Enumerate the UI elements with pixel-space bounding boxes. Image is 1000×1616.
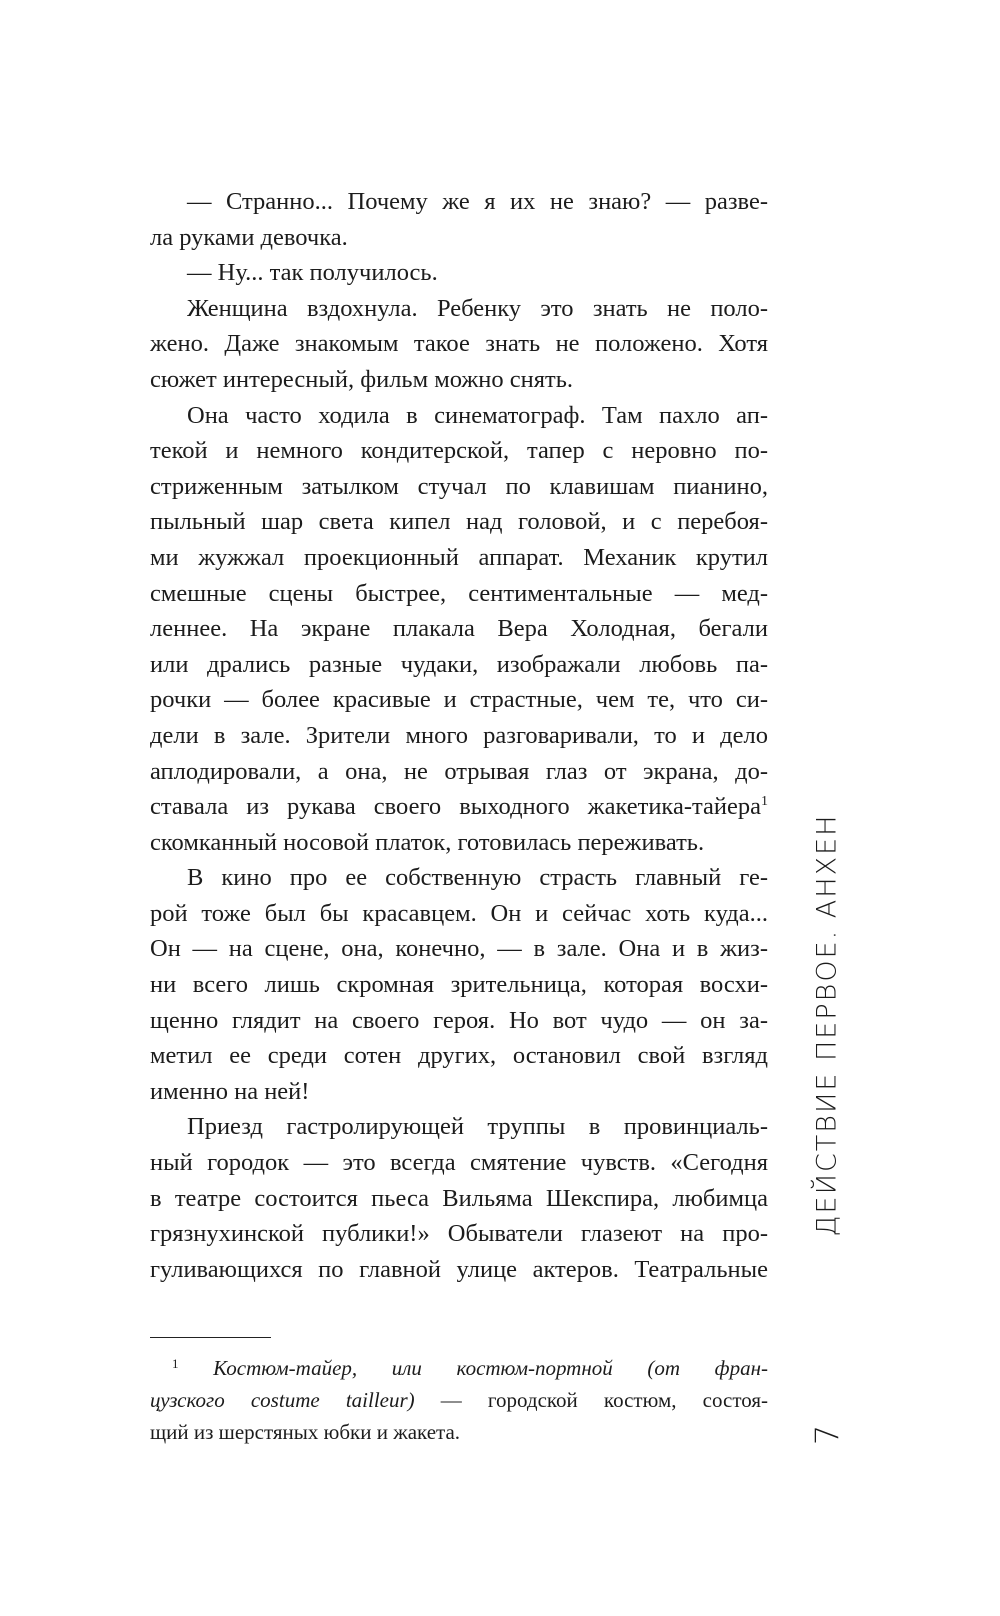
text-line: сюжет интересный, фильм можно снять.	[150, 365, 574, 393]
footnote-italic-text: Костюм-тайер, или костюм-портной (от фран-	[213, 1356, 768, 1380]
text-line: Она часто ходила в синематограф. Там пахло ап-	[187, 401, 768, 429]
footnote-line	[150, 1352, 768, 1384]
text-line: ни всего лишь скромная зрительница, которая восхи-	[150, 971, 768, 999]
text-line: Он — на сцене, она, конечно, — в зале. Она и в жиз-	[150, 935, 768, 963]
footnote-reference: 1	[761, 794, 768, 810]
text-line: ный городок — это всегда смятение чувств. «Сегодня	[150, 1149, 768, 1177]
text-line: леннее. На экране плакала Вера Холодная, бегали	[150, 615, 768, 643]
text-line: ми жужжал проекционный аппарат. Механик крутил	[150, 543, 768, 571]
footnote-line: щий из шерстяных юбки и жакета.	[150, 1420, 461, 1444]
text-line: рой тоже был бы красавцем. Он и сейчас хоть куда...	[150, 899, 768, 927]
text-line: аплодировали, а она, не отрывая глаз от экрана, до-	[150, 757, 768, 785]
text-line: В кино про ее собственную страсть главный ге-	[187, 864, 768, 892]
text-line: стриженным затылком стучал по клавишам пианино,	[150, 472, 768, 500]
text-line: в театре состоится пьеса Вильяма Шекспира, любимца	[150, 1184, 768, 1212]
text-line: жено. Даже знакомым такое знать не положено. Хотя	[150, 330, 768, 358]
text-line: скомканный носовой платок, готовилась переживать.	[150, 828, 705, 856]
footnote-divider	[150, 1337, 271, 1338]
text-line: метил ее среди сотен других, остановил свой взгляд	[150, 1042, 768, 1070]
page-number: 7	[808, 1424, 846, 1446]
text-line: рочки — более красивые и страстные, чем те, что си-	[150, 686, 768, 714]
footnote-line	[150, 1384, 768, 1416]
text-line: текой и немного кондитерской, тапер с неровно по-	[150, 437, 768, 465]
text-line: ставала из рукава своего выходного жакетика-тайера	[150, 793, 761, 821]
text-line: грязнухинской публики!» Обыватели глазеют на про-	[150, 1220, 768, 1248]
text-line: ла руками девочка.	[150, 223, 348, 251]
text-line-with-footnote-ref	[150, 789, 768, 825]
text-line: — Странно... Почему же я их не знаю? — разве-	[187, 188, 768, 215]
footnote-marker: 1	[172, 1356, 179, 1371]
text-line: Женщина вздохнула. Ребенку это знать не поло-	[187, 294, 768, 322]
text-line: смешные сцены быстрее, сентиментальные — мед-	[150, 579, 768, 607]
text-line: или дрались разные чудаки, изображали любовь па-	[150, 650, 768, 678]
footnote-text: — городской костюм, состоя-	[414, 1388, 768, 1412]
footnote-italic-text: цузского costume tailleur)	[150, 1388, 415, 1412]
text-line: Приезд гастролирующей труппы в провинциаль-	[187, 1113, 768, 1141]
text-line: гуливающихся по главной улице актеров. Театральные	[150, 1255, 768, 1283]
body-text	[150, 184, 768, 1287]
footnote	[150, 1352, 768, 1448]
running-head: ДЕЙСТВИЕ ПЕРВОЕ. АНХЕН	[811, 813, 843, 1237]
text-line: дели в зале. Зрители много разговаривали, то и дело	[150, 721, 768, 749]
text-line: — Ну... так получилось.	[187, 259, 438, 287]
text-line: щенно глядит на своего героя. Но вот чудо — он за-	[150, 1006, 768, 1034]
text-line: именно на ней!	[150, 1077, 310, 1105]
text-line: пыльный шар света кипел над головой, и с перебоя-	[150, 508, 768, 536]
